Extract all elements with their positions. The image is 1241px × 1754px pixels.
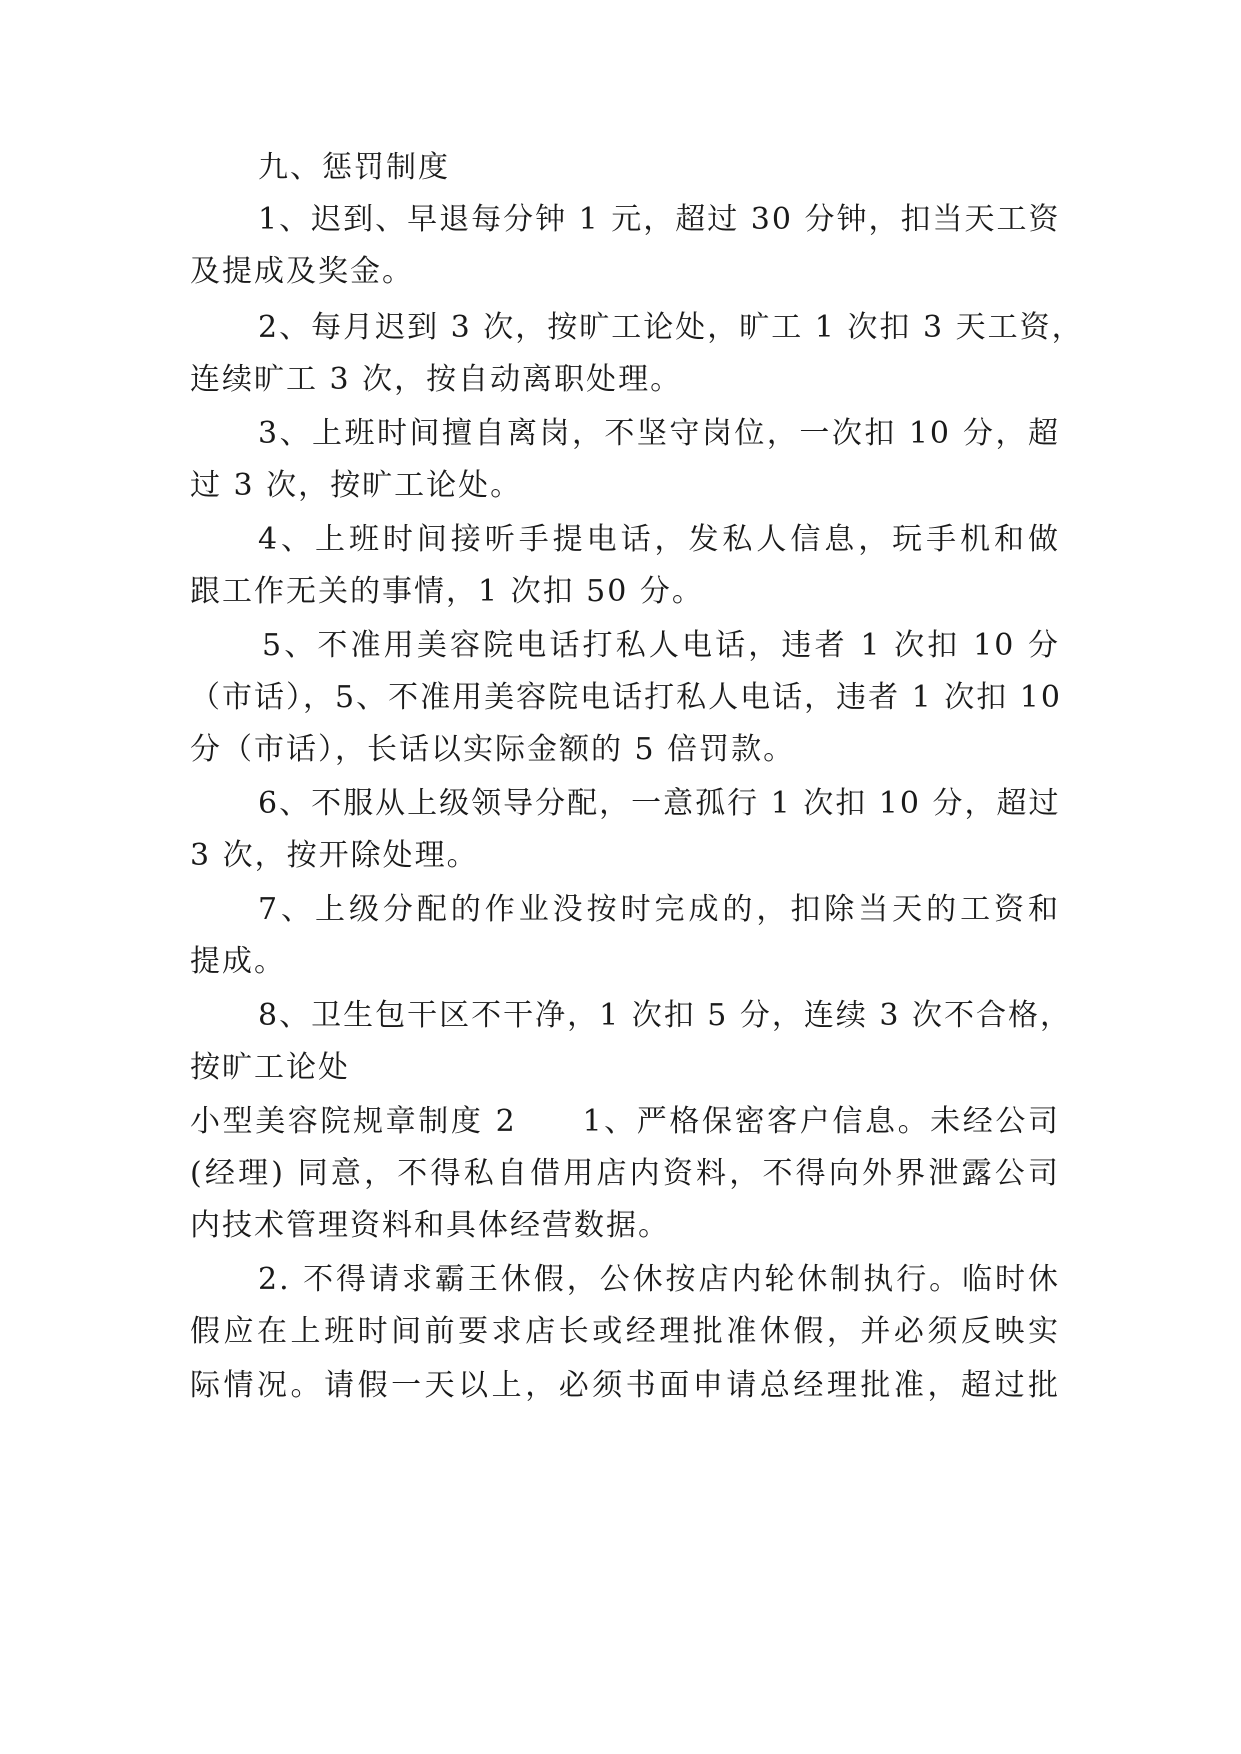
paragraph-line: 假应在上班时间前要求店长或经理批准休假，并必须反映实: [190, 1314, 1060, 1349]
paragraph-line: 2. 不得请求霸王休假，公休按店内轮休制执行。临时休: [258, 1262, 1060, 1297]
paragraph-line: 际情况。请假一天以上，必须书面申请总经理批准，超过批: [190, 1368, 1060, 1403]
paragraph-line: 及提成及奖金。: [190, 254, 414, 289]
paragraph-line: 7、上级分配的作业没按时完成的，扣除当天的工资和: [258, 892, 1060, 927]
paragraph-line: 1、迟到、早退每分钟 1 元，超过 30 分钟，扣当天工资: [258, 202, 1061, 237]
paragraph-line: （市话），5、不准用美容院电话打私人电话，违者 1 次扣 10: [190, 680, 1062, 715]
paragraph-line: 2、每月迟到 3 次，按旷工论处，旷工 1 次扣 3 天工资，: [258, 310, 1084, 345]
paragraph-line: 5、不准用美容院电话打私人电话，违者 1 次扣 10 分: [262, 628, 1060, 663]
paragraph-line: 3 次，按开除处理。: [190, 838, 479, 873]
paragraph-line: (经理) 同意，不得私自借用店内资料，不得向外界泄露公司: [190, 1156, 1060, 1191]
section-heading: 九、惩罚制度: [258, 150, 450, 185]
paragraph-line: 按旷工论处: [190, 1050, 350, 1085]
paragraph-line: 8、卫生包干区不干净，1 次扣 5 分，连续 3 次不合格，: [258, 998, 1073, 1033]
paragraph-line: 4、上班时间接听手提电话，发私人信息，玩手机和做: [258, 522, 1060, 557]
paragraph-line: 小型美容院规章制度 2 1、严格保密客户信息。未经公司: [190, 1104, 1060, 1139]
paragraph-line: 过 3 次，按旷工论处。: [190, 468, 523, 503]
paragraph-line: 内技术管理资料和具体经营数据。: [190, 1208, 670, 1243]
paragraph-line: 6、不服从上级领导分配，一意孤行 1 次扣 10 分，超过: [258, 786, 1061, 821]
paragraph-line: 分（市话），长话以实际金额的 5 倍罚款。: [190, 732, 796, 767]
paragraph-line: 连续旷工 3 次，按自动离职处理。: [190, 362, 683, 397]
paragraph-line: 提成。: [190, 944, 286, 979]
paragraph-line: 3、上班时间擅自离岗，不坚守岗位，一次扣 10 分，超: [258, 416, 1060, 451]
paragraph-line: 跟工作无关的事情，1 次扣 50 分。: [190, 574, 704, 609]
